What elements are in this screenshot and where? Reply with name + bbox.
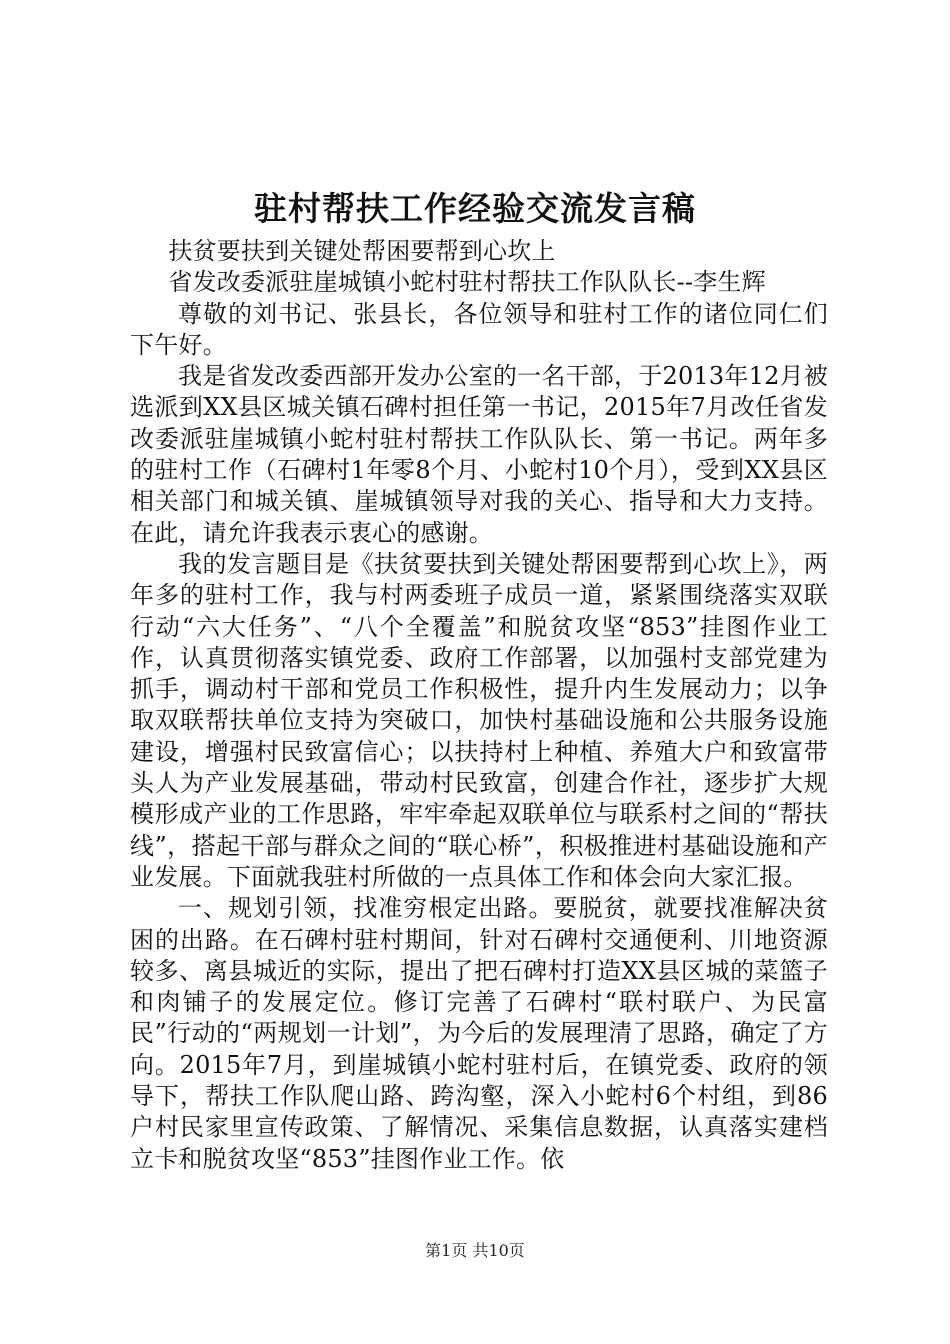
body-paragraph: 我是省发改委西部开发办公室的一名干部，于2013年12月被选派到XX县区城关镇石碑村担任第一书记，2015年7月改任省发改委派驻崖城镇小蛇村驻村帮扶工作队队长、第一书记。两年多的驻村工作（石碑村1年零8个月、小蛇村10个月），受到XX县区相关部门和城关镇、崖城镇领导对我的关心、指导和大力支持。在此，请允许我表示衷心的感谢。 (130, 362, 828, 547)
document-title: 驻村帮扶工作经验交流发言稿 (254, 189, 696, 228)
body-paragraph: 一、规划引领，找准穷根定出路。要脱贫，就要找准解决贫困的出路。在石碑村驻村期间，针对石碑村交通便利、川地资源较多、离县城近的实际，提出了把石碑村打造XX县区城的菜篮子和肉铺子的发展定位。修订完善了石碑村“联村联户、为民富民”行动的“两规划一计划”，为今后的发展理清了思路，确定了方向。2015年7月，到崖城镇小蛇村驻村后，在镇党委、政府的领导下，帮扶工作队爬山路、跨沟壑，深入小蛇村6个村组，到86户村民家里宣传政策、了解情况、采集信息数据，认真落实建档立卡和脱贫攻坚“853”挂图作业工作。依 (130, 894, 828, 1173)
author-line: 省发改委派驻崖城镇小蛇村驻村帮扶工作队队长--李生辉 (168, 268, 766, 297)
greeting-paragraph: 尊敬的刘书记、张县长，各位领导和驻村工作的诸位同仁们下午好。 (130, 299, 828, 359)
page-footer: 第1页 共10页 (425, 1241, 525, 1260)
document-body (130, 236, 828, 1175)
body-paragraph: 我的发言题目是《扶贫要扶到关键处帮困要帮到心坎上》，两年多的驻村工作，我与村两委班子成员一道，紧紧围绕落实双联行动“六大任务”、“八个全覆盖”和脱贫攻坚“853”挂图作业工作，认真贯彻落实镇党委、政府工作部署，以加强村支部党建为抓手，调动村干部和党员工作积极性，提升内生发展动力；以争取双联帮扶单位支持为突破口，加快村基础设施和公共服务设施建设，增强村民致富信心；以扶持村上种植、养殖大户和致富带头人为产业发展基础，带动村民致富，创建合作社，逐步扩大规模形成产业的工作思路，牢牢牵起双联单位与联系村之间的“帮扶线”，搭起干部与群众之间的“联心桥”，积极推进村基础设施和产业发展。下面就我驻村所做的一点具体工作和体会向大家汇报。 (130, 549, 828, 891)
subtitle-line: 扶贫要扶到关键处帮困要帮到心坎上 (168, 237, 556, 265)
